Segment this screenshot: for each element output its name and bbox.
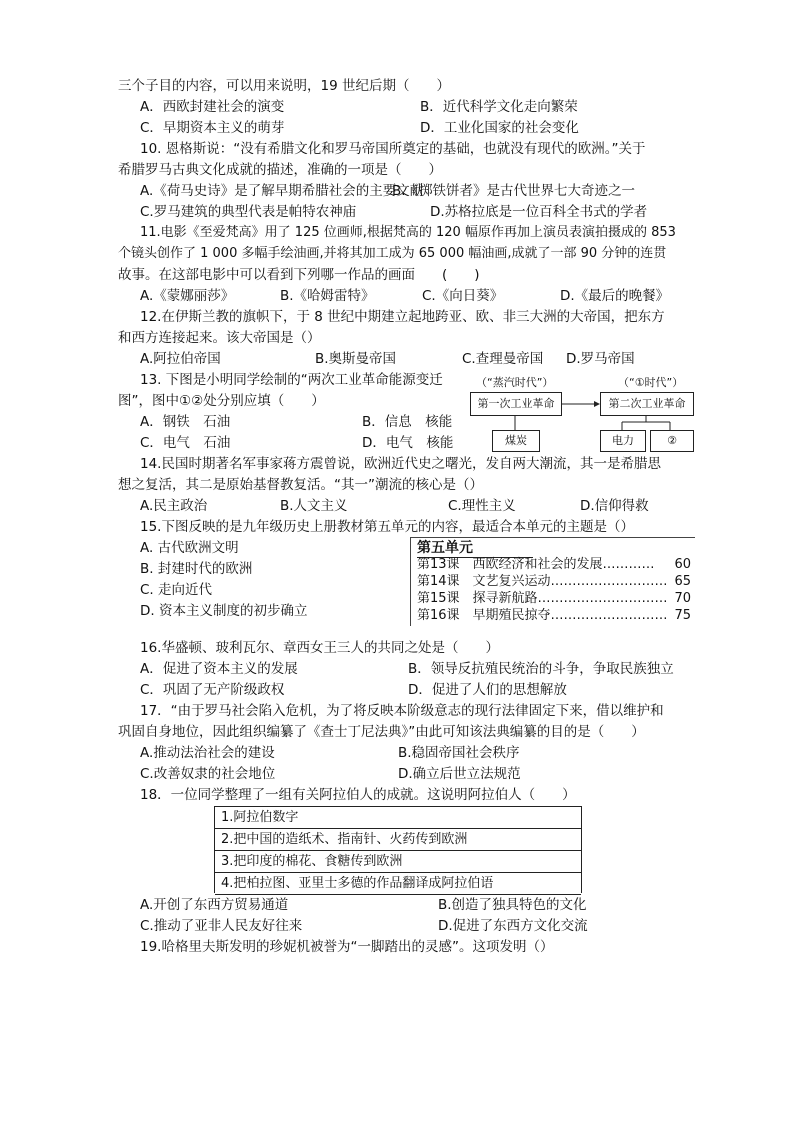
toc-row-label: 第14课 文艺复兴运动………………………: [417, 574, 668, 589]
q13-option-d[interactable]: D．电气 核能: [362, 435, 454, 451]
q15-stem: 15.下图反映的是九年级历史上册教材第五单元的内容，最适合本单元的主题是（）: [140, 519, 634, 535]
toc-row-label: 第15课 探寻新航路…………………………: [417, 591, 668, 606]
q14-stem-line2: 想之复活，其二是原始基督教复活。“其一”潮流的核心是（）: [118, 477, 483, 493]
q10-stem-line1: 10. 恩格斯说：“没有希腊文化和罗马帝国所奠定的基础，也就没有现代的欧洲。”关于: [140, 141, 646, 157]
q10-option-d[interactable]: D.苏格拉底是一位百科全书式的学者: [430, 204, 648, 220]
q11-stem-line2: 个镜头创作了 1 000 多幅手绘油画,并将其加工成为 65 000 幅油画,成就了一部 90 分钟的连贯: [118, 246, 667, 261]
q12-option-c[interactable]: C.查理曼帝国: [462, 351, 544, 367]
q11-option-d[interactable]: D.《最后的晚餐》: [560, 288, 670, 304]
diagram-label-steam-age: （“蒸汽时代”）: [476, 376, 554, 389]
q13-stem-line1: 13. 下图是小明同学绘制的“两次工业革命能源变迁: [140, 372, 443, 388]
q9-stem: 三个子目的内容，可以用来说明，19 世纪后期（ ）: [118, 78, 450, 94]
q18-stem: 18．一位同学整理了一组有关阿拉伯人的成就。这说明阿拉伯人（ ）: [140, 787, 576, 803]
q14-option-a[interactable]: A.民主政治: [140, 498, 208, 514]
energy-transition-diagram: [470, 374, 700, 454]
q15-option-c[interactable]: C. 走向近代: [140, 582, 213, 598]
toc-row-16: [417, 607, 668, 625]
toc-row-label: 第16课 早期殖民掠夺………………………: [417, 608, 668, 623]
q15-option-a[interactable]: A. 古代欧洲文明: [140, 540, 239, 556]
q14-option-c[interactable]: C.理性主义: [448, 498, 516, 514]
q18-option-b[interactable]: B.创造了独具特色的文化: [438, 897, 587, 913]
q16-option-d[interactable]: D．促进了人们的思想解放: [408, 682, 567, 698]
q10-option-b[interactable]: B.《掷铁饼者》是古代世界七大奇迹之一: [392, 183, 636, 199]
q16-stem: 16.华盛顿、玻利瓦尔、章西女王三人的共同之处是（ ）: [140, 640, 499, 656]
diagram-box-second-revolution: 第二次工业革命: [600, 392, 694, 416]
q11-option-c[interactable]: C.《向日葵》: [422, 288, 504, 304]
q17-option-d[interactable]: D.确立后世立法规范: [398, 766, 521, 782]
q18-option-c[interactable]: C.推动了亚非人民友好往来: [140, 918, 303, 934]
table-row: 2.把中国的造纸术、指南针、火药传到欧洲: [215, 829, 581, 851]
q18-option-a[interactable]: A.开创了东西方贸易通道: [140, 897, 289, 913]
q17-stem-line1: 17．“由于罗马社会陷入危机，为了将反映本阶级意志的现行法律固定下来，借以维护和: [140, 703, 664, 719]
q10-option-a[interactable]: A.《荷马史诗》是了解早期希腊社会的主要文献: [140, 183, 424, 199]
toc-row-label: 第13课 西欧经济和社会的发展…………: [417, 557, 655, 572]
q12-option-b[interactable]: B.奥斯曼帝国: [315, 351, 397, 367]
toc-page-60: 60: [674, 557, 691, 572]
q13-option-c[interactable]: C．电气 石油: [140, 435, 231, 451]
q12-option-a[interactable]: A.阿拉伯帝国: [140, 351, 221, 367]
unit-five-toc: [410, 537, 695, 626]
q12-stem-line2: 和西方连接起来。该大帝国是（）: [118, 330, 321, 346]
q14-stem-line1: 14.民国时期著名军事家蒋方震曾说，欧洲近代史之曙光，发自两大潮流，其一是希腊思: [140, 456, 661, 472]
diagram-box-blank-2: ②: [650, 430, 694, 452]
q11-stem-line3: 故事。在这部电影中可以看到下列哪一作品的画面 ( ): [118, 267, 480, 283]
q17-option-b[interactable]: B.稳固帝国社会秩序: [398, 745, 520, 761]
toc-page-65: 65: [674, 574, 691, 589]
q14-option-b[interactable]: B.人文主义: [280, 498, 348, 514]
diagram-label-age-1: （“①时代”）: [618, 376, 684, 389]
q17-stem-line2: 巩固自身地位，因此组织编纂了《查士丁尼法典》”由此可知该法典编纂的目的是（ ）: [118, 724, 645, 740]
toc-row-15: [417, 590, 668, 608]
diagram-box-coal: 煤炭: [492, 430, 540, 452]
toc-title: 第五单元: [417, 539, 533, 558]
toc-page-75: 75: [674, 608, 691, 623]
q9-option-b[interactable]: B．近代科学文化走向繁荣: [420, 99, 578, 115]
q13-option-a[interactable]: A．钢铁 石油: [140, 414, 231, 430]
q15-option-d[interactable]: D. 资本主义制度的初步确立: [140, 603, 308, 619]
table-row: 4.把柏拉图、亚里士多德的作品翻译成阿拉伯语: [215, 873, 581, 895]
q9-option-c[interactable]: C．早期资本主义的萌芽: [140, 120, 285, 136]
q17-option-a[interactable]: A.推动法治社会的建设: [140, 745, 275, 761]
q12-stem-line1: 12.在伊斯兰教的旗帜下，于 8 世纪中期建立起地跨亚、欧、非三大洲的大帝国，把东方: [140, 309, 665, 325]
q11-stem-line1: 11.电影《至爱梵高》用了 125 位画师,根据梵高的 120 幅原作再加上演员表演拍摄成的 853: [140, 225, 676, 240]
table-row: 3.把印度的棉花、食糖传到欧洲: [215, 851, 581, 873]
q16-option-c[interactable]: C．巩固了无产阶级政权: [140, 682, 285, 698]
diagram-box-electricity: 电力: [600, 430, 646, 452]
arab-achievements-table: [214, 806, 582, 893]
table-row: 1.阿拉伯数字: [215, 807, 581, 829]
diagram-box-first-revolution: 第一次工业革命: [470, 392, 562, 416]
q14-option-d[interactable]: D.信仰得救: [580, 498, 649, 514]
q11-option-a[interactable]: A.《蒙娜丽莎》: [140, 288, 235, 304]
q16-option-a[interactable]: A．促进了资本主义的发展: [140, 661, 298, 677]
q13-option-b[interactable]: B．信息 核能: [362, 414, 453, 430]
q13-stem-line2: 图”，图中①②处分别应填（ ）: [118, 393, 325, 409]
q16-option-b[interactable]: B．领导反抗殖民统治的斗争，争取民族独立: [408, 661, 674, 677]
q17-option-c[interactable]: C.改善奴隶的社会地位: [140, 766, 276, 782]
toc-row-14: [417, 573, 668, 591]
q18-option-d[interactable]: D.促进了东西方文化交流: [438, 918, 588, 934]
toc-row-13: [417, 556, 655, 574]
q15-option-b[interactable]: B. 封建时代的欧洲: [140, 561, 253, 577]
q11-option-b[interactable]: B.《哈姆雷特》: [280, 288, 375, 304]
toc-page-70: 70: [674, 591, 691, 606]
q12-option-d[interactable]: D.罗马帝国: [566, 351, 635, 367]
q9-option-a[interactable]: A．西欧封建社会的演变: [140, 99, 285, 115]
q19-stem: 19.哈格里夫斯发明的珍妮机被誉为“一脚踏出的灵感”。这项发明（）: [140, 939, 554, 955]
q10-stem-line2: 希腊罗马古典文化成就的描述，准确的一项是（ ）: [118, 162, 442, 178]
q9-option-d[interactable]: D．工业化国家的社会变化: [420, 120, 579, 136]
q10-option-c[interactable]: C.罗马建筑的典型代表是帕特农神庙: [140, 204, 357, 220]
